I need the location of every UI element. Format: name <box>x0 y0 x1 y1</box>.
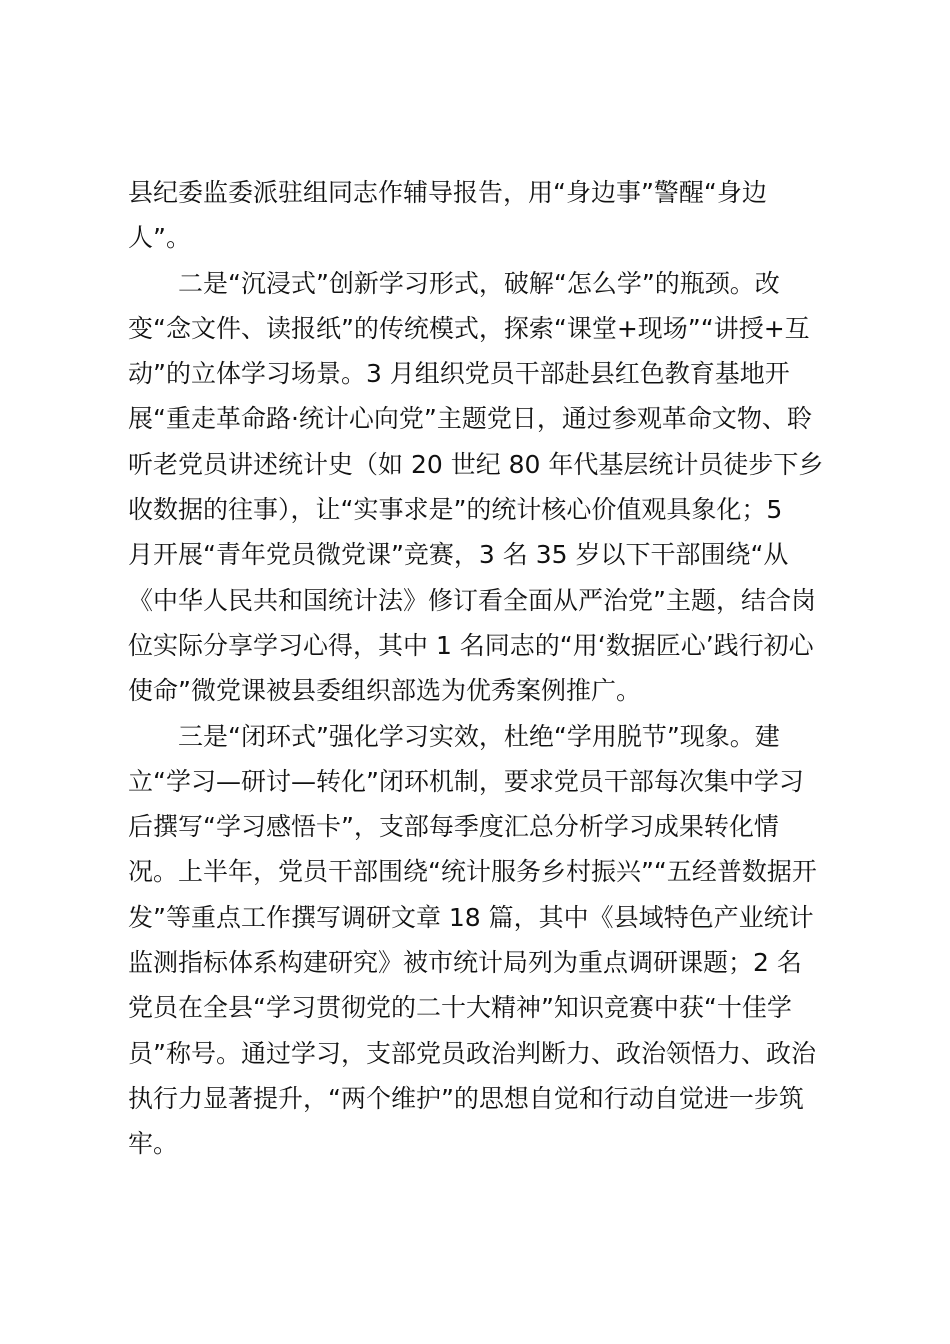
text-line: 变“念文件、读报纸”的传统模式，探索“课堂+现场”“讲授+互 <box>128 313 810 343</box>
text-line: 月开展“青年党员微党课”竞赛，3 名 35 岁以下干部围绕“从 <box>128 540 789 570</box>
text-line: 监测指标体系构建研究》被市统计局列为重点调研课题；2 名 <box>128 948 802 978</box>
text-line: 使命”微党课被县委组织部选为优秀案例推广。 <box>128 676 641 706</box>
text-line: 听老党员讲述统计史（如 20 世纪 80 年代基层统计员徒步下乡 <box>128 449 824 479</box>
paragraph-first-line: 二是“沉浸式”创新学习形式，破解“怎么学”的瓶颈。改 <box>178 268 780 298</box>
text-line: 展“重走革命路·统计心向党”主题党日，通过参观革命文物、聆 <box>128 404 812 434</box>
text-line: 况。上半年，党员干部围绕“统计服务乡村振兴”“五经普数据开 <box>128 857 817 887</box>
text-line: 动”的立体学习场景。3 月组织党员干部赴县红色教育基地开 <box>128 359 790 389</box>
text-line: 收数据的往事），让“实事求是”的统计核心价值观具象化；5 <box>128 495 783 525</box>
text-line: 执行力显著提升，“两个维护”的思想自觉和行动自觉进一步筑 <box>128 1083 804 1113</box>
text-line: 员”称号。通过学习，支部党员政治判断力、政治领悟力、政治 <box>128 1038 816 1068</box>
text-line: 立“学习—研讨—转化”闭环机制，要求党员干部每次集中学习 <box>128 766 804 796</box>
text-line: 位实际分享学习心得，其中 1 名同志的“用‘数据匠心’践行初心 <box>128 630 814 660</box>
text-line: 发”等重点工作撰写调研文章 18 篇，其中《县域特色产业统计 <box>128 902 814 932</box>
document-body <box>128 170 838 1167</box>
text-line: 牢。 <box>128 1129 179 1159</box>
text-line: 后撰写“学习感悟卡”，支部每季度汇总分析学习成果转化情 <box>128 812 779 842</box>
text-line: 县纪委监委派驻组同志作辅导报告，用“身边事”警醒“身边 <box>128 178 767 207</box>
text-line: 党员在全县“学习贯彻党的二十大精神”知识竞赛中获“十佳学 <box>128 993 792 1023</box>
paragraph-first-line: 三是“闭环式”强化学习实效，杜绝“学用脱节”现象。建 <box>178 721 780 751</box>
text-line: 《中华人民共和国统计法》修订看全面从严治党”主题，结合岗 <box>128 585 816 615</box>
text-line: 人”。 <box>128 223 191 253</box>
